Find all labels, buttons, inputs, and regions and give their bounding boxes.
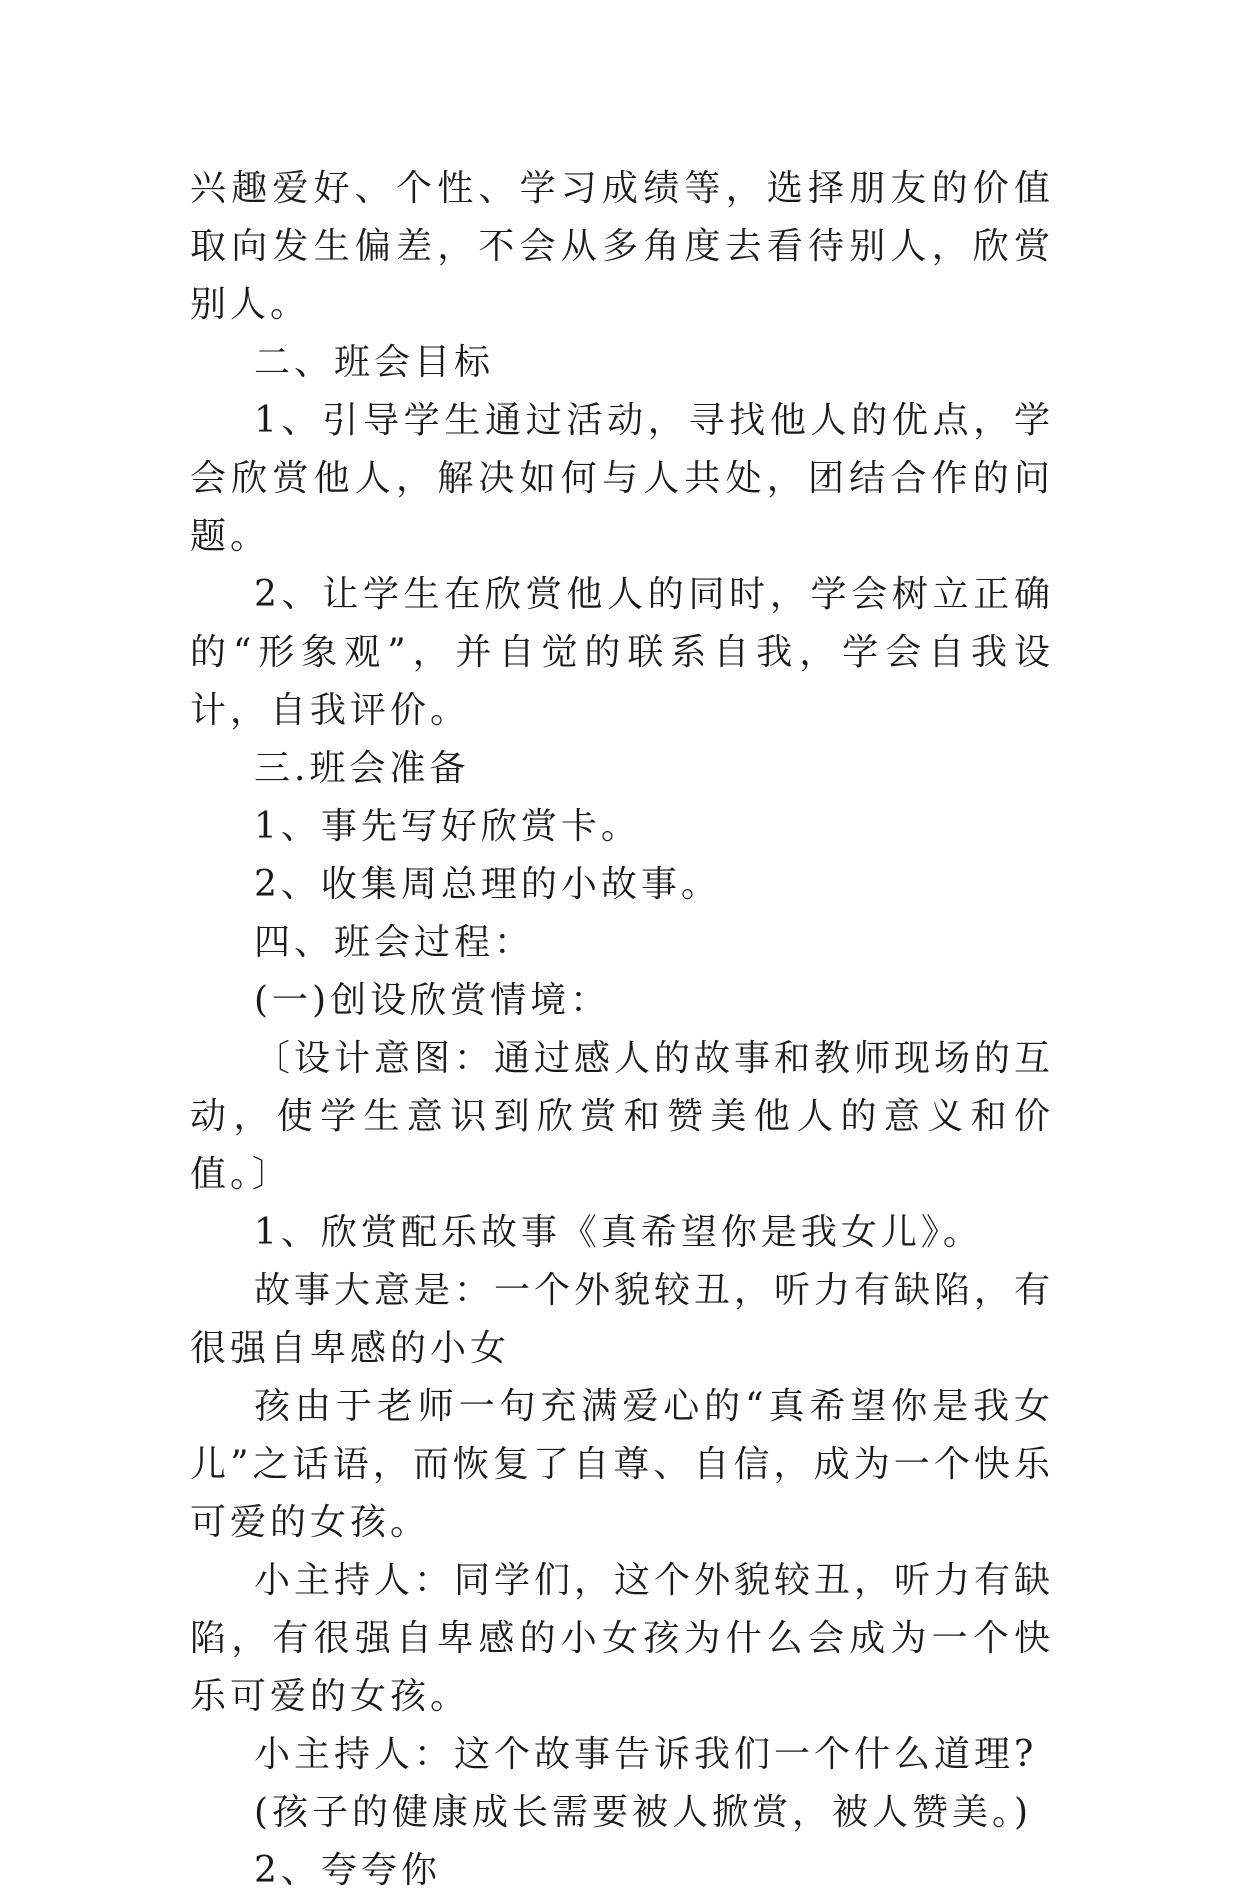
host-question-1: 小主持人：同学们，这个外貌较丑，听力有缺陷，有很强自卑感的小女孩为什么会成为一个快乐可爱的女孩。 (190, 1560, 1055, 1717)
answer-note: (孩子的健康成长需要被人掀赏，被人赞美。) (254, 1792, 1033, 1833)
activity-item-1: 1、欣赏配乐故事《真希望你是我女儿》。 (254, 1212, 983, 1253)
section-heading-preparation: 三.班会准备 (254, 748, 470, 789)
document-body (190, 160, 1054, 1900)
design-intent-note: 〔设计意图：通过感人的故事和教师现场的互动，使学生意识到欣赏和赞美他人的意义和价值。〕 (190, 1038, 1055, 1195)
activity-item-2: 2、夸夸你 (254, 1850, 441, 1891)
story-summary-part-2: 孩由于老师一句充满爱心的“真希望你是我女儿”之话语，而恢复了自尊、自信，成为一个快乐可爱的女孩。 (190, 1386, 1054, 1543)
paragraph-continuation: 兴趣爱好、个性、学习成绩等，选择朋友的价值取向发生偏差，不会从多角度去看待别人，欣赏别人。 (190, 168, 1054, 325)
section-heading-goals: 二、班会目标 (254, 342, 495, 383)
subsection-heading-scene: (一)创设欣赏情境： (254, 980, 611, 1021)
preparation-item-1: 1、事先写好欣赏卡。 (254, 806, 641, 847)
goal-item-1: 1、引导学生通过活动，寻找他人的优点，学会欣赏他人，解决如何与人共处，团结合作的问题。 (190, 400, 1054, 557)
host-question-2: 小主持人：这个故事告诉我们一个什么道理? (254, 1734, 1038, 1775)
goal-item-2: 2、让学生在欣赏他人的同时，学会树立正确的“形象观”，并自觉的联系自我，学会自我设计，自我评价。 (190, 574, 1054, 731)
story-summary-part-1: 故事大意是：一个外貌较丑，听力有缺陷，有很强自卑感的小女 (190, 1270, 1055, 1369)
section-heading-process: 四、班会过程： (254, 922, 535, 963)
preparation-item-2: 2、收集周总理的小故事。 (254, 864, 721, 905)
